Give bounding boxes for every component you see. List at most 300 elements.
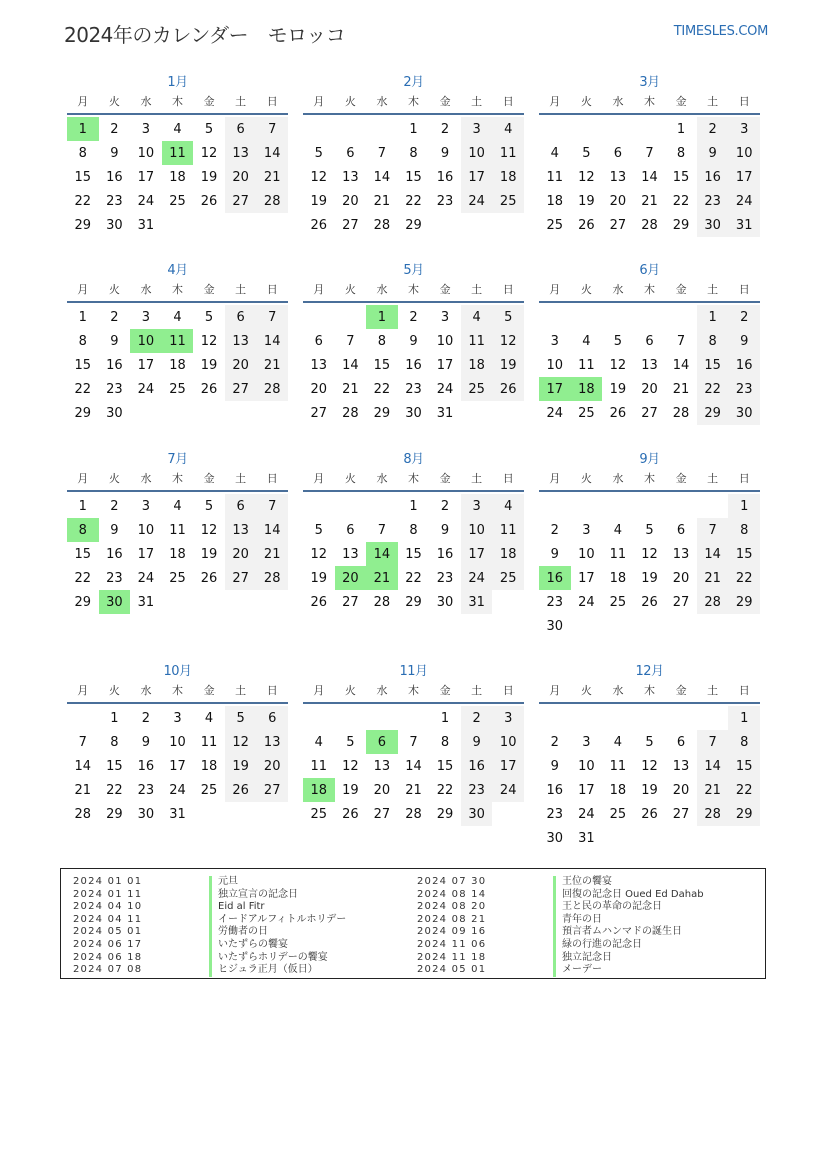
- weekday-header: [67, 682, 288, 704]
- month-block: [539, 450, 760, 638]
- day-cell: 6: [256, 706, 288, 730]
- legend-date: 2024 01 11: [73, 888, 143, 900]
- day-cell: 4: [173, 498, 182, 514]
- holiday-day-cell: 18: [571, 377, 603, 401]
- weekday-label: 木: [644, 95, 656, 108]
- day-grid: [539, 706, 760, 850]
- day-cell: 14: [373, 169, 391, 185]
- day-cell: 16: [461, 754, 493, 778]
- day-cell: 21: [74, 782, 92, 798]
- month-block: [67, 261, 288, 425]
- day-cell: 24: [169, 782, 186, 798]
- weekday-label: 木: [408, 283, 420, 296]
- day-cell: 18: [169, 546, 186, 562]
- day-cell: 9: [697, 141, 729, 165]
- day-cell: 26: [225, 778, 257, 802]
- day-cell: 29: [373, 405, 391, 421]
- month-block: [67, 450, 288, 614]
- weekday-label: 木: [172, 95, 184, 108]
- day-cell: 7: [645, 145, 654, 161]
- day-cell: 9: [728, 329, 760, 353]
- day-cell: 18: [546, 193, 564, 209]
- day-cell: 23: [106, 570, 123, 586]
- day-cell: 9: [461, 730, 493, 754]
- day-cell: 25: [578, 405, 595, 421]
- weekday-label: 金: [203, 283, 215, 296]
- month-title: 4月: [167, 263, 188, 278]
- day-cell: 20: [373, 782, 391, 798]
- day-cell: 27: [609, 217, 627, 233]
- day-cell: 10: [492, 730, 524, 754]
- day-cell: 18: [200, 758, 218, 774]
- day-cell: 21: [256, 353, 288, 377]
- day-cell: 26: [200, 381, 218, 397]
- weekday-label: 水: [376, 283, 388, 296]
- month-title: 6月: [639, 263, 660, 278]
- day-cell: 16: [546, 782, 564, 798]
- legend-row: [417, 889, 747, 902]
- day-cell: 18: [609, 570, 627, 586]
- weekday-label: 月: [77, 283, 89, 296]
- day-cell: 6: [676, 734, 686, 750]
- day-cell: 11: [200, 734, 218, 750]
- legend-column-left: [73, 876, 403, 977]
- day-cell: 1: [409, 121, 418, 137]
- day-cell: 21: [641, 193, 658, 209]
- weekday-label: 金: [439, 472, 451, 485]
- weekday-label: 木: [408, 95, 420, 108]
- weekday-label: 金: [675, 472, 687, 485]
- day-cell: 30: [546, 830, 564, 846]
- day-cell: 11: [609, 546, 627, 562]
- day-cell: 10: [578, 546, 595, 562]
- legend-date: 2024 08 14: [417, 888, 487, 900]
- legend-holiday-name: 王位の饗宴: [553, 876, 612, 889]
- day-cell: 16: [137, 758, 155, 774]
- day-cell: 9: [110, 333, 119, 349]
- weekday-label: 日: [266, 472, 278, 485]
- day-cell: 20: [609, 193, 627, 209]
- day-cell: 22: [436, 782, 454, 798]
- month-block: [539, 662, 760, 850]
- day-cell: 4: [613, 734, 623, 750]
- day-cell: 22: [405, 193, 422, 209]
- empty-cell: [366, 117, 398, 141]
- legend-holiday-name: Eid al Fitr: [209, 901, 265, 914]
- day-cell: 18: [492, 542, 524, 566]
- weekday-label: 木: [172, 283, 184, 296]
- day-cell: 21: [256, 542, 288, 566]
- month-block: [67, 662, 288, 826]
- day-cell: 17: [461, 165, 493, 189]
- day-cell: 7: [697, 730, 729, 754]
- empty-cell: [571, 117, 603, 141]
- day-cell: 23: [137, 782, 155, 798]
- day-cell: 1: [78, 309, 87, 325]
- day-cell: 9: [110, 522, 119, 538]
- day-cell: 10: [546, 357, 564, 373]
- day-cell: 7: [78, 734, 87, 750]
- weekday-label: 木: [408, 684, 420, 697]
- day-cell: 22: [672, 193, 690, 209]
- legend-row: [73, 926, 403, 939]
- day-cell: 6: [645, 333, 654, 349]
- legend-row: [73, 939, 403, 952]
- day-cell: 3: [492, 706, 524, 730]
- weekday-label: 日: [502, 95, 514, 108]
- day-cell: 24: [578, 806, 595, 822]
- empty-cell: [539, 706, 571, 730]
- weekday-label: 月: [549, 684, 561, 697]
- day-cell: 16: [697, 165, 729, 189]
- day-cell: 2: [550, 734, 559, 750]
- day-cell: 8: [409, 145, 418, 161]
- month-block: [539, 73, 760, 237]
- weekday-header: [539, 682, 760, 704]
- day-cell: 19: [200, 357, 218, 373]
- day-cell: 12: [578, 169, 595, 185]
- day-cell: 4: [582, 333, 591, 349]
- holiday-day-cell: 1: [67, 117, 99, 141]
- weekday-header: [303, 470, 524, 492]
- empty-cell: [665, 494, 697, 518]
- day-cell: 25: [310, 806, 328, 822]
- day-cell: 12: [342, 758, 359, 774]
- weekday-label: 土: [471, 472, 483, 485]
- day-cell: 31: [169, 806, 186, 822]
- weekday-label: 月: [77, 472, 89, 485]
- day-cell: 28: [256, 377, 288, 401]
- weekday-label: 水: [140, 95, 152, 108]
- day-grid: [67, 494, 288, 614]
- day-cell: 16: [436, 169, 454, 185]
- month-title: 10月: [163, 664, 192, 679]
- day-cell: 28: [641, 217, 658, 233]
- day-cell: 24: [578, 594, 595, 610]
- day-cell: 8: [676, 145, 686, 161]
- day-cell: 9: [550, 546, 559, 562]
- day-cell: 18: [492, 165, 524, 189]
- weekday-header: [303, 93, 524, 115]
- day-cell: 27: [342, 217, 359, 233]
- day-cell: 1: [728, 706, 760, 730]
- day-cell: 1: [728, 494, 760, 518]
- day-cell: 16: [405, 357, 422, 373]
- day-cell: 8: [377, 333, 387, 349]
- day-cell: 6: [676, 522, 686, 538]
- day-cell: 4: [550, 145, 559, 161]
- day-cell: 20: [342, 193, 359, 209]
- day-cell: 10: [461, 518, 493, 542]
- weekday-label: 土: [471, 283, 483, 296]
- day-cell: 24: [137, 193, 155, 209]
- weekday-label: 月: [313, 283, 325, 296]
- weekday-label: 土: [235, 95, 247, 108]
- day-cell: 2: [440, 121, 450, 137]
- day-cell: 23: [106, 381, 123, 397]
- day-cell: 28: [74, 806, 92, 822]
- day-cell: 29: [74, 217, 92, 233]
- day-cell: 9: [440, 145, 450, 161]
- day-cell: 20: [641, 381, 658, 397]
- weekday-label: 月: [77, 95, 89, 108]
- day-cell: 13: [225, 518, 257, 542]
- holiday-day-cell: 11: [162, 141, 194, 165]
- month-block: [67, 73, 288, 237]
- weekday-label: 日: [738, 472, 750, 485]
- day-cell: 6: [225, 117, 257, 141]
- day-cell: 27: [225, 566, 257, 590]
- weekday-label: 日: [502, 472, 514, 485]
- day-cell: 24: [461, 189, 493, 213]
- brand-logo-text[interactable]: TIMESLES.COM: [673, 24, 768, 39]
- empty-cell: [571, 494, 603, 518]
- day-cell: 25: [461, 377, 493, 401]
- day-cell: 14: [641, 169, 658, 185]
- day-cell: 26: [342, 806, 359, 822]
- weekday-label: 土: [235, 472, 247, 485]
- day-cell: 6: [613, 145, 623, 161]
- day-cell: 18: [461, 353, 493, 377]
- day-cell: 20: [672, 570, 690, 586]
- day-cell: 13: [641, 357, 658, 373]
- legend-date: 2024 01 01: [73, 876, 143, 887]
- legend-row: [73, 952, 403, 965]
- legend-row: [417, 876, 747, 889]
- day-cell: 24: [728, 189, 760, 213]
- day-cell: 19: [641, 570, 658, 586]
- day-cell: 12: [225, 730, 257, 754]
- day-cell: 28: [697, 590, 729, 614]
- day-cell: 22: [74, 381, 92, 397]
- day-cell: 11: [169, 522, 186, 538]
- day-cell: 23: [405, 381, 422, 397]
- weekday-label: 火: [108, 684, 120, 697]
- day-cell: 15: [672, 169, 690, 185]
- day-cell: 12: [641, 546, 658, 562]
- holiday-day-cell: 20: [335, 566, 367, 590]
- empty-cell: [303, 117, 335, 141]
- day-grid: [539, 305, 760, 425]
- day-cell: 2: [141, 710, 151, 726]
- month-title: 12月: [635, 664, 664, 679]
- day-cell: 15: [697, 353, 729, 377]
- weekday-label: 月: [313, 95, 325, 108]
- day-cell: 30: [106, 405, 123, 421]
- day-cell: 27: [342, 594, 359, 610]
- day-cell: 2: [461, 706, 493, 730]
- day-cell: 26: [310, 217, 328, 233]
- month-block: [303, 450, 524, 614]
- day-cell: 8: [110, 734, 119, 750]
- empty-cell: [665, 706, 697, 730]
- empty-cell: [571, 305, 603, 329]
- day-cell: 3: [141, 498, 151, 514]
- day-cell: 27: [672, 806, 690, 822]
- weekday-label: 火: [344, 472, 356, 485]
- day-cell: 13: [373, 758, 391, 774]
- day-cell: 1: [110, 710, 119, 726]
- weekday-label: 月: [313, 684, 325, 697]
- legend-date: 2024 11 18: [417, 951, 487, 963]
- day-cell: 8: [440, 734, 450, 750]
- legend-row: [73, 914, 403, 927]
- legend-row: [73, 901, 403, 914]
- day-cell: 3: [461, 494, 493, 518]
- month-title: 11月: [399, 664, 428, 679]
- day-cell: 15: [436, 758, 454, 774]
- legend-holiday-name: 緑の行進の記念日: [553, 939, 642, 952]
- day-cell: 20: [225, 353, 257, 377]
- day-cell: 28: [405, 806, 422, 822]
- empty-cell: [398, 706, 430, 730]
- day-cell: 18: [169, 357, 186, 373]
- weekday-label: 月: [549, 95, 561, 108]
- weekday-label: 月: [77, 684, 89, 697]
- day-cell: 6: [225, 494, 257, 518]
- day-grid: [303, 494, 524, 614]
- weekday-label: 木: [408, 472, 420, 485]
- day-cell: 10: [137, 522, 155, 538]
- day-cell: 11: [461, 329, 493, 353]
- day-cell: 15: [106, 758, 123, 774]
- weekday-label: 土: [471, 95, 483, 108]
- day-cell: 4: [613, 522, 623, 538]
- day-cell: 3: [550, 333, 559, 349]
- day-cell: 23: [461, 778, 493, 802]
- month-title: 8月: [403, 452, 424, 467]
- day-cell: 17: [436, 357, 454, 373]
- empty-cell: [303, 706, 335, 730]
- day-cell: 9: [440, 522, 450, 538]
- day-cell: 3: [461, 117, 493, 141]
- weekday-label: 木: [644, 472, 656, 485]
- day-cell: 23: [436, 570, 454, 586]
- day-cell: 8: [78, 145, 87, 161]
- day-cell: 3: [141, 309, 151, 325]
- day-cell: 15: [728, 754, 760, 778]
- day-cell: 28: [672, 405, 690, 421]
- day-cell: 10: [461, 141, 493, 165]
- day-cell: 27: [310, 405, 328, 421]
- day-cell: 31: [137, 594, 155, 610]
- day-cell: 18: [169, 169, 186, 185]
- day-cell: 17: [492, 754, 524, 778]
- day-grid: [67, 117, 288, 237]
- day-cell: 17: [578, 570, 595, 586]
- day-cell: 30: [106, 217, 123, 233]
- day-cell: 1: [78, 498, 87, 514]
- empty-cell: [335, 305, 367, 329]
- weekday-label: 金: [439, 283, 451, 296]
- day-cell: 21: [697, 566, 729, 590]
- day-cell: 15: [74, 546, 92, 562]
- day-cell: 12: [641, 758, 658, 774]
- empty-cell: [665, 305, 697, 329]
- day-cell: 3: [141, 121, 151, 137]
- day-cell: 9: [141, 734, 151, 750]
- day-cell: 19: [310, 193, 328, 209]
- day-cell: 4: [173, 309, 182, 325]
- day-cell: 9: [409, 333, 418, 349]
- day-cell: 3: [582, 522, 591, 538]
- day-cell: 15: [373, 357, 391, 373]
- weekday-header: [67, 93, 288, 115]
- empty-cell: [634, 706, 666, 730]
- weekday-label: 金: [203, 684, 215, 697]
- day-cell: 21: [672, 381, 690, 397]
- day-cell: 15: [74, 357, 92, 373]
- day-cell: 25: [609, 806, 627, 822]
- day-cell: 22: [405, 570, 422, 586]
- day-cell: 11: [578, 357, 595, 373]
- day-cell: 10: [728, 141, 760, 165]
- empty-cell: [602, 117, 634, 141]
- day-cell: 17: [137, 357, 155, 373]
- empty-cell: [335, 706, 367, 730]
- day-cell: 15: [405, 169, 422, 185]
- day-cell: 27: [225, 377, 257, 401]
- day-cell: 22: [106, 782, 123, 798]
- day-cell: 20: [310, 381, 328, 397]
- day-grid: [303, 706, 524, 826]
- holiday-legend: [60, 868, 766, 979]
- empty-cell: [303, 305, 335, 329]
- day-cell: 19: [641, 782, 658, 798]
- legend-holiday-name: 労働者の日: [209, 926, 268, 939]
- day-cell: 13: [310, 357, 328, 373]
- month-title: 2月: [403, 75, 424, 90]
- day-cell: 23: [546, 806, 564, 822]
- day-cell: 26: [641, 806, 658, 822]
- day-cell: 22: [728, 778, 760, 802]
- day-cell: 2: [110, 121, 119, 137]
- holiday-day-cell: 30: [99, 590, 131, 614]
- day-cell: 26: [609, 405, 627, 421]
- weekday-label: 金: [675, 283, 687, 296]
- day-cell: 23: [546, 594, 564, 610]
- weekday-label: 水: [140, 283, 152, 296]
- day-cell: 6: [346, 522, 355, 538]
- day-cell: 5: [582, 145, 591, 161]
- day-cell: 12: [310, 169, 328, 185]
- day-cell: 17: [461, 542, 493, 566]
- day-cell: 5: [225, 706, 257, 730]
- legend-date: 2024 11 06: [417, 938, 487, 950]
- weekday-label: 日: [266, 95, 278, 108]
- day-cell: 4: [492, 494, 524, 518]
- day-cell: 3: [173, 710, 182, 726]
- day-cell: 19: [578, 193, 595, 209]
- day-cell: 12: [310, 546, 328, 562]
- page-title: 2024年のカレンダー モロッコ: [64, 23, 346, 47]
- legend-column-right: [417, 876, 747, 977]
- day-cell: 22: [373, 381, 391, 397]
- weekday-label: 火: [108, 472, 120, 485]
- day-cell: 28: [373, 594, 391, 610]
- legend-row: [417, 914, 747, 927]
- legend-date: 2024 05 01: [73, 926, 143, 938]
- empty-cell: [335, 494, 367, 518]
- legend-holiday-name: 独立記念日: [553, 952, 612, 965]
- day-cell: 26: [310, 594, 328, 610]
- legend-holiday-name: 青年の日: [553, 914, 602, 927]
- day-cell: 14: [256, 141, 288, 165]
- weekday-header: [303, 682, 524, 704]
- legend-date: 2024 04 10: [73, 901, 143, 913]
- empty-cell: [303, 494, 335, 518]
- day-cell: 30: [436, 594, 454, 610]
